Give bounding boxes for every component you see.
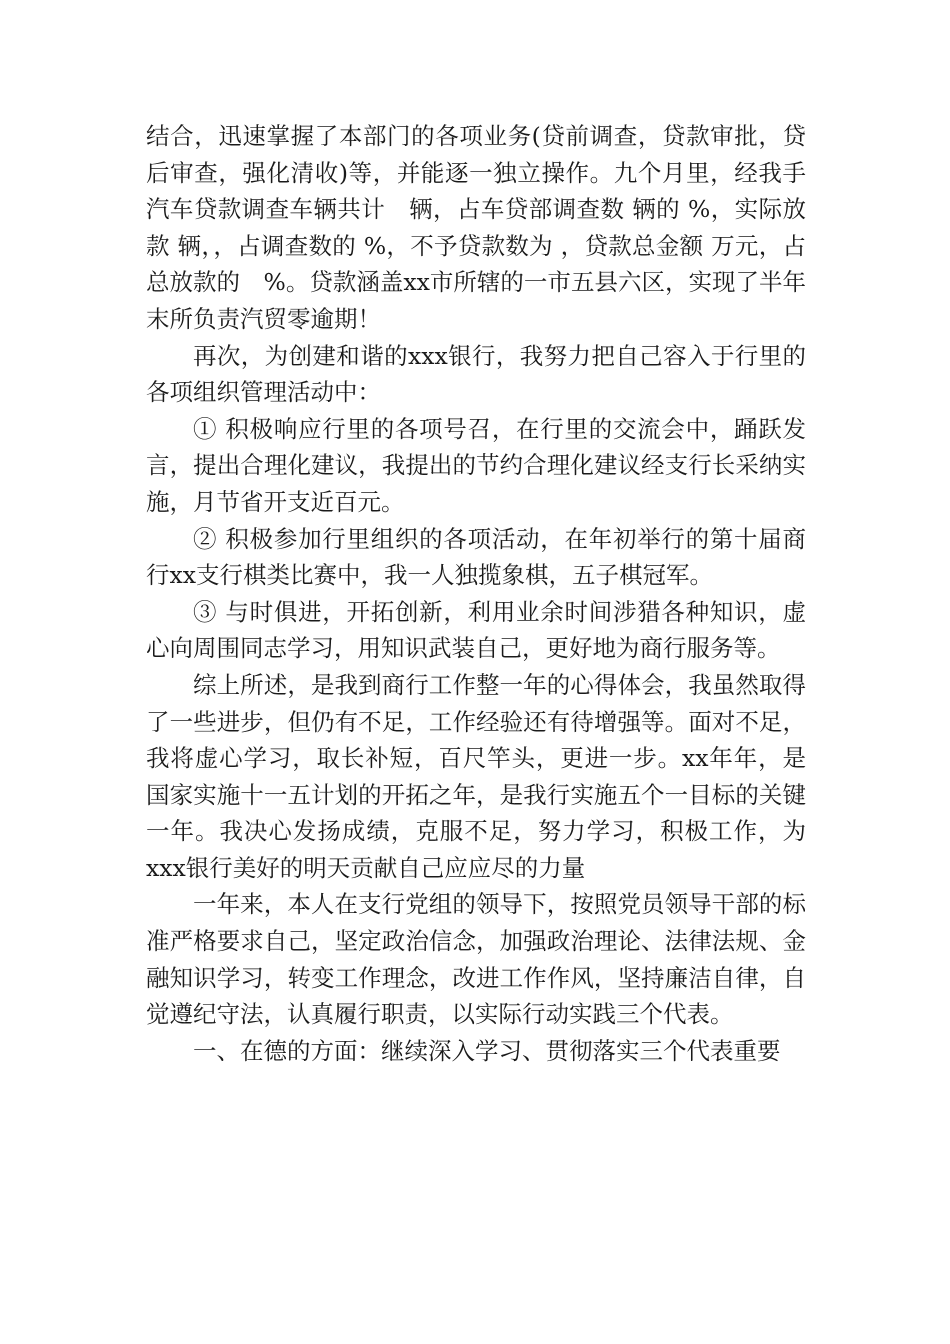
paragraph-loan-work: 结合，迅速掌握了本部门的各项业务(贷前调查，贷款审批，贷后审查，强化清收)等，并能逐一独立操作。九个月里，经我手汽车贷款调查车辆共计 辆，占车贷部调查数 辆的 %，实际放款 辆，，占调查数的 %，不予贷款数为 ，贷款总金额 万元，占总放款的 %。贷款涵盖xx市所辖的一市五县六区，实现了半年末所负责汽贸零逾期！ [146, 122, 806, 333]
paragraph-harmony-bank: 再次，为创建和谐的xxx银行，我努力把自己容入于行里的各项组织管理活动中： [146, 341, 806, 407]
paragraph-item-2: ② 积极参加行里组织的各项活动，在年初举行的第十届商行xx支行棋类比赛中，我一人独揽象棋，五子棋冠军。 [146, 524, 806, 590]
paragraph-year-review: 一年来，本人在支行党组的领导下，按照党员领导干部的标准严格要求自己，坚定政治信念，加强政治理论、法律法规、金融知识学习，转变工作理念，改进工作作风，坚持廉洁自律，自觉遵纪守法，认真履行职责，以实际行动实践三个代表。 [146, 890, 806, 1029]
document-page [146, 118, 806, 1069]
paragraph-item-1: ① 积极响应行里的各项号召，在行里的交流会中，踊跃发言，提出合理化建议，我提出的节约合理化建议经支行长采纳实施，月节省开支近百元。 [146, 414, 806, 516]
paragraph-summary: 综上所述，是我到商行工作整一年的心得体会，我虽然取得了一些进步，但仍有不足，工作经验还有待增强等。面对不足，我将虚心学习，取长补短，百尺竿头，更进一步。xx年年，是国家实施十一五计划的开拓之年，是我行实施五个一目标的关键一年。我决心发扬成绩，克服不足，努力学习，积极工作，为xxx银行美好的明天贡献自己应应尽的力量 [146, 670, 806, 882]
paragraph-item-3: ③ 与时俱进，开拓创新，利用业余时间涉猎各种知识，虚心向周围同志学习，用知识武装自己，更好地为商行服务等。 [146, 597, 806, 663]
paragraph-morality-heading: 一、在德的方面：继续深入学习、贯彻落实三个代表重要 [193, 1036, 781, 1065]
